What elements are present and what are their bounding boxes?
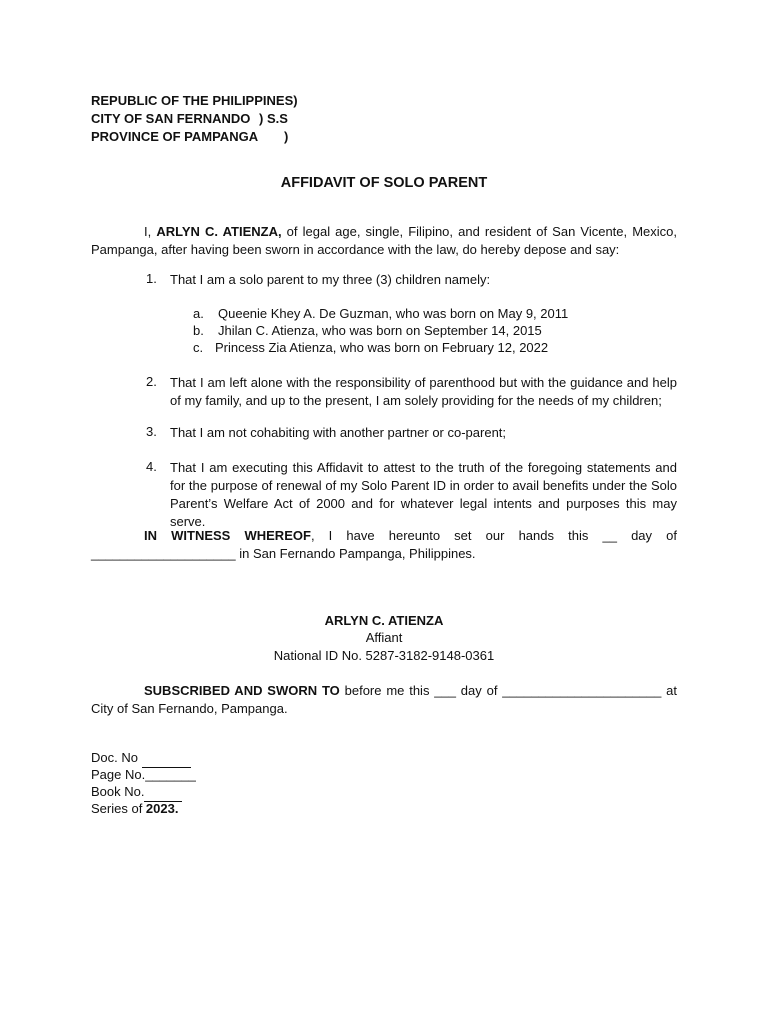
national-id-line: National ID No. 5287-3182-9148-0361 bbox=[273, 648, 495, 663]
series-line: Series of 2023. bbox=[91, 801, 179, 816]
venue-city-ss: ) S.S bbox=[259, 111, 288, 126]
affiant-name-intro: ARLYN C. ATIENZA, bbox=[156, 224, 282, 239]
affiant-role: Affiant bbox=[365, 630, 403, 645]
child-a-text: Queenie Khey A. De Guzman, who was born on May 9, 2011 bbox=[218, 306, 569, 321]
child-b-text: Jhilan C. Atienza, who was born on September 14, 2015 bbox=[218, 323, 542, 338]
page-no-blank: _______ bbox=[145, 767, 196, 782]
child-c-text: Princess Zia Atienza, who was born on February 12, 2022 bbox=[215, 340, 549, 355]
item-3-text: That I am not cohabiting with another partner or co-parent; bbox=[170, 425, 507, 440]
venue-province: PROVINCE OF PAMPANGA ) bbox=[91, 129, 289, 144]
page-no-line: Page No._______ bbox=[91, 767, 196, 782]
book-no-line: Book No. bbox=[91, 783, 182, 802]
item-2-text: That I am left alone with the responsibility of parenthood but with the guidance and help of my family, and up to the present, I am solely providing for the needs of my children; bbox=[170, 375, 677, 408]
sworn-lead: SUBSCRIBED AND SWORN TO bbox=[144, 683, 340, 698]
witness-paragraph: IN WITNESS WHEREOF, I have hereunto set our hands this __ day of ____________________ in San Fernando Pampanga, Philippines. bbox=[91, 528, 678, 561]
affiant-signature-name: ARLYN C. ATIENZA bbox=[324, 613, 444, 628]
item-4-text: That I am executing this Affidavit to attest to the truth of the foregoing statements and for the purpose of renewal of my Solo Parent ID in order to avail benefits under the Solo Parent’s Welfare Act of 2000 and for whatever legal intents and purposes this may serve. bbox=[170, 460, 677, 529]
sworn-paragraph: SUBSCRIBED AND SWORN TO before me this ___ day of ______________________ at City of San Fernando, Pampanga. bbox=[91, 683, 678, 716]
item-3-number: 3. bbox=[146, 424, 157, 439]
venue-republic: REPUBLIC OF THE PHILIPPINES) bbox=[91, 93, 298, 108]
child-b-letter: b. bbox=[193, 323, 204, 338]
item-1-text: That I am a solo parent to my three (3) children namely: bbox=[170, 272, 491, 287]
item-4-number: 4. bbox=[146, 459, 157, 474]
item-2-number: 2. bbox=[146, 374, 157, 389]
doc-no-line: Doc. No bbox=[91, 749, 191, 768]
series-year: 2023. bbox=[145, 801, 179, 816]
document-title: AFFIDAVIT OF SOLO PARENT bbox=[280, 175, 488, 191]
item-1-number: 1. bbox=[146, 271, 157, 286]
venue-city: CITY OF SAN FERNANDO ) S.S bbox=[91, 111, 288, 126]
child-c-letter: c. bbox=[193, 340, 204, 355]
witness-lead: IN WITNESS WHEREOF bbox=[144, 528, 311, 543]
venue-province-paren: ) bbox=[284, 129, 289, 144]
intro-paragraph: I, ARLYN C. ATIENZA, of legal age, single, Filipino, and resident of San Vicente, Mexico, Pampanga, after having been sworn in accordance with the law, do hereby depose and say: bbox=[91, 224, 678, 257]
child-a-letter: a. bbox=[193, 306, 204, 321]
